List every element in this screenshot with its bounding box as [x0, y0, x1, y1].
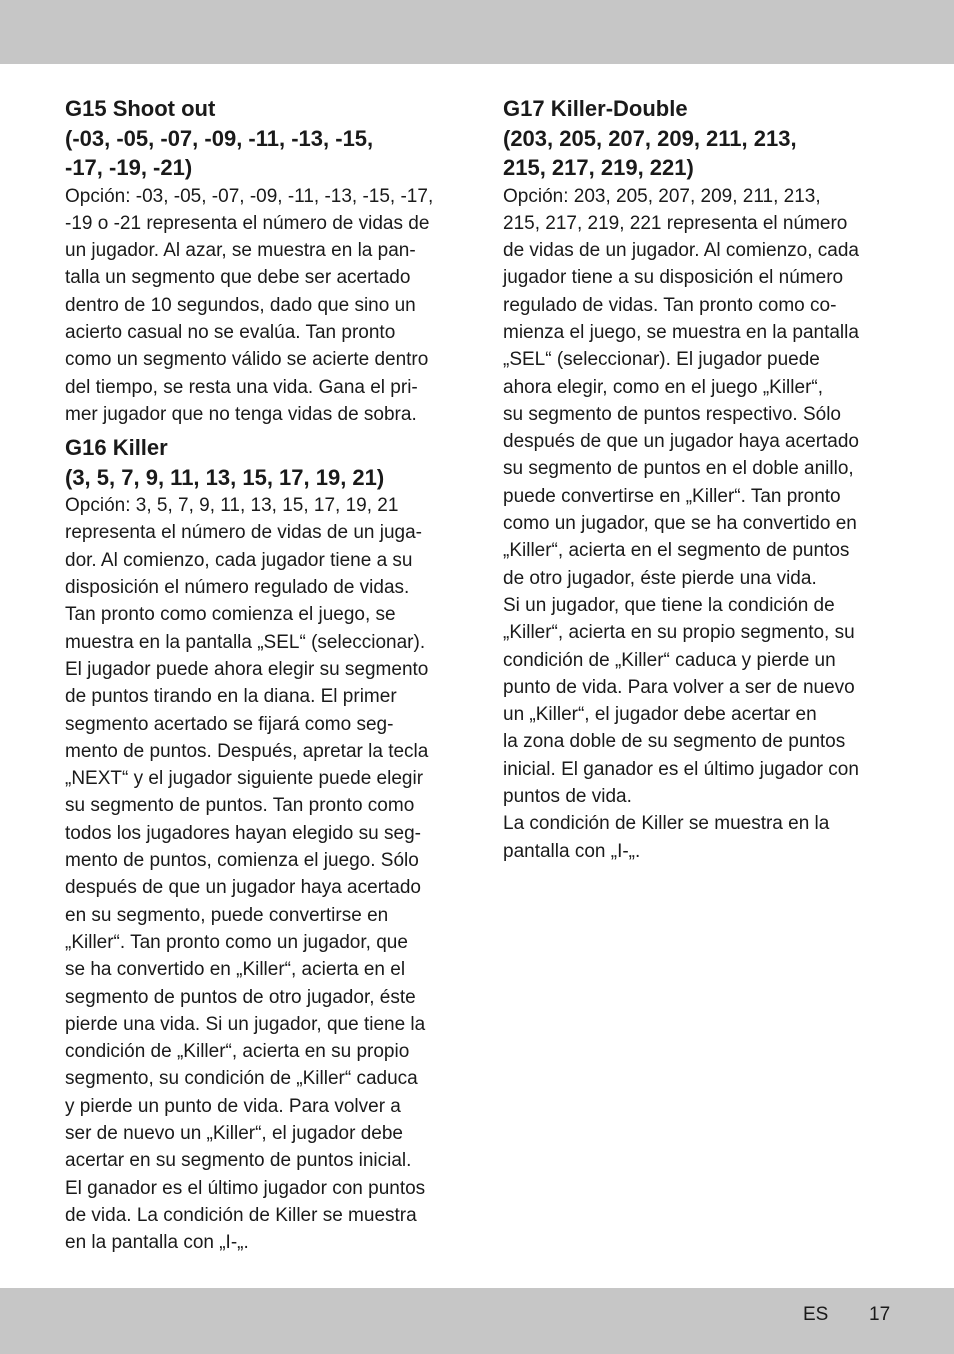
body-line: acierto casual no se evalúa. Tan pronto: [65, 321, 396, 343]
body-line: un jugador. Al azar, se muestra en la pan-: [65, 240, 416, 262]
body-line: de vida. La condición de Killer se muestra: [65, 1204, 417, 1226]
body-line: puntos de vida.: [503, 786, 632, 808]
body-line: disposición el número regulado de vidas.: [65, 577, 410, 599]
body-line: „Killer“, acierta en el segmento de puntos: [503, 540, 850, 562]
heading-line: (3, 5, 7, 9, 11, 13, 15, 17, 19, 21): [65, 464, 385, 490]
heading-line: (203, 205, 207, 209, 211, 213,: [503, 125, 797, 151]
body-line: „SEL“ (seleccionar). El jugador puede: [503, 349, 820, 371]
body-line: y pierde un punto de vida. Para volver a: [65, 1095, 401, 1117]
heading-line: G16 Killer: [65, 435, 168, 461]
section-body: [65, 183, 457, 429]
body-line: de vidas de un jugador. Al comienzo, cada: [503, 240, 859, 262]
body-line: de puntos tirando en la diana. El primer: [65, 686, 397, 708]
body-line: en su segmento, puede convertirse en: [65, 904, 389, 926]
section-g16: [65, 433, 457, 1256]
section-heading: [65, 94, 457, 183]
body-line: talla un segmento que debe ser acertado: [65, 267, 411, 289]
body-line: ser de nuevo un „Killer“, el jugador debe: [65, 1123, 403, 1144]
body-line: regulado de vidas. Tan pronto como co-: [503, 294, 837, 316]
heading-line: G17 Killer-Double: [503, 96, 688, 121]
body-line: punto de vida. Para volver a ser de nuevo: [503, 676, 855, 698]
body-line: Tan pronto como comienza el juego, se: [65, 604, 396, 626]
body-line: mienza el juego, se muestra en la pantalla: [503, 321, 859, 343]
body-line: segmento de puntos de otro jugador, éste: [65, 986, 416, 1008]
body-line: de otro jugador, éste pierde una vida.: [503, 567, 817, 589]
body-line: dor. Al comienzo, cada jugador tiene a su: [65, 549, 413, 571]
body-line: inicial. El ganador es el último jugador con: [503, 758, 859, 780]
body-line: condición de „Killer“, acierta en su propio: [65, 1041, 410, 1063]
body-line: mer jugador que no tenga vidas de sobra.: [65, 403, 417, 425]
body-line: como un segmento válido se acierte dentro: [65, 349, 429, 371]
body-line: condición de „Killer“ caduca y pierde un: [503, 649, 836, 671]
body-line: después de que un jugador haya acertado: [65, 877, 421, 899]
body-line: su segmento de puntos. Tan pronto como: [65, 795, 415, 817]
body-line: Opción: -03, -05, -07, -09, -11, -13, -15, -17,: [65, 185, 434, 207]
body-line: segmento, su condición de „Killer“ caduca: [65, 1068, 418, 1090]
body-line: „Killer“, acierta en su propio segmento, su: [503, 622, 855, 644]
section-body: [65, 492, 457, 1256]
section-body: [503, 183, 895, 865]
body-line: todos los jugadores hayan elegido su seg-: [65, 822, 421, 844]
body-line: pantalla con „I-„.: [503, 840, 641, 862]
footer-language: ES: [803, 1304, 829, 1325]
right-column: [503, 94, 895, 865]
page-number: 17: [869, 1304, 891, 1325]
body-line: Si un jugador, que tiene la condición de: [503, 594, 835, 616]
body-line: El ganador es el último jugador con puntos: [65, 1177, 426, 1199]
body-line: se ha convertido en „Killer“, acierta en el: [65, 959, 406, 981]
body-line: en la pantalla con „I-„.: [65, 1232, 249, 1254]
body-line: la zona doble de su segmento de puntos: [503, 731, 846, 753]
body-line: -19 o -21 representa el número de vidas de: [65, 212, 430, 234]
section-heading: [65, 433, 457, 492]
body-line: Opción: 203, 205, 207, 209, 211, 213,: [503, 185, 821, 207]
body-line: dentro de 10 segundos, dado que sino un: [65, 294, 416, 316]
section-heading: [503, 94, 895, 183]
header-band: [0, 0, 954, 64]
body-line: 215, 217, 219, 221 representa el número: [503, 212, 848, 234]
body-line: ahora elegir, como en el juego „Killer“,: [503, 376, 824, 398]
body-line: mento de puntos. Después, apretar la tecla: [65, 740, 429, 762]
heading-line: (-03, -05, -07, -09, -11, -13, -15,: [65, 125, 374, 151]
body-line: después de que un jugador haya acertado: [503, 431, 859, 453]
body-line: como un jugador, que se ha convertido en: [503, 513, 857, 535]
heading-line: -17, -19, -21): [65, 155, 193, 180]
body-line: segmento acertado se fijará como seg-: [65, 713, 394, 735]
body-line: El jugador puede ahora elegir su segmento: [65, 658, 429, 680]
heading-line: 215, 217, 219, 221): [503, 155, 694, 180]
body-line: su segmento de puntos en el doble anillo,: [503, 458, 854, 480]
body-line: representa el número de vidas de un juga-: [65, 522, 423, 544]
heading-line: G15 Shoot out: [65, 96, 216, 121]
body-line: „NEXT“ y el jugador siguiente puede elegir: [65, 768, 424, 790]
body-line: del tiempo, se resta una vida. Gana el pri-: [65, 376, 418, 398]
body-line: mento de puntos, comienza el juego. Sólo: [65, 850, 419, 872]
section-g17: [503, 94, 895, 865]
body-line: acertar en su segmento de puntos inicial.: [65, 1150, 412, 1172]
body-line: muestra en la pantalla „SEL“ (seleccionar).: [65, 631, 426, 653]
body-line: jugador tiene a su disposición el número: [503, 267, 844, 289]
body-line: un „Killer“, el jugador debe acertar en: [503, 704, 817, 726]
body-line: Opción: 3, 5, 7, 9, 11, 13, 15, 17, 19, 21: [65, 495, 399, 517]
body-line: puede convertirse en „Killer“. Tan pronto: [503, 485, 841, 507]
section-g15: [65, 94, 457, 428]
body-line: su segmento de puntos respectivo. Sólo: [503, 403, 841, 425]
body-line: „Killer“. Tan pronto como un jugador, que: [65, 931, 408, 953]
body-line: La condición de Killer se muestra en la: [503, 813, 830, 835]
left-column: [65, 94, 457, 1256]
body-line: pierde una vida. Si un jugador, que tiene la: [65, 1013, 426, 1035]
